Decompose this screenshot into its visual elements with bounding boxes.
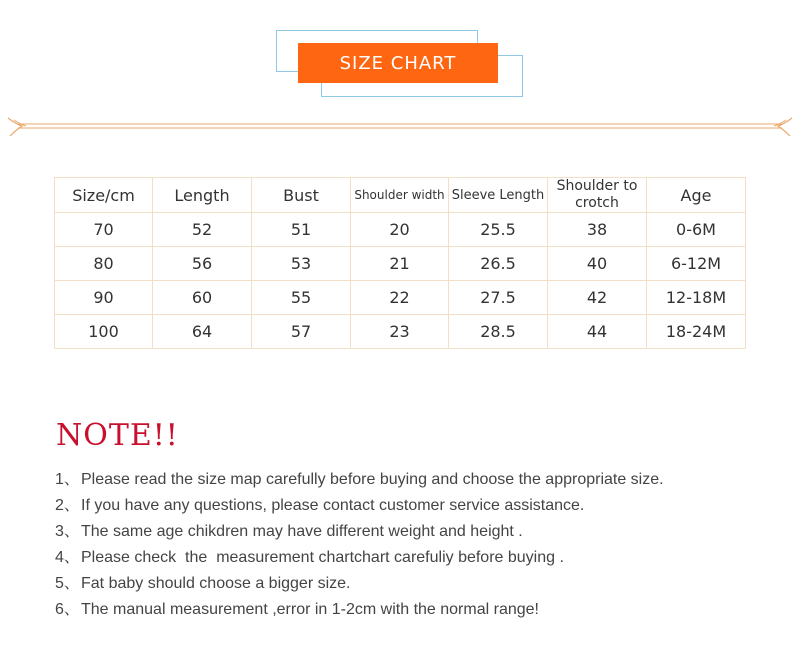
cell-shoulder-to-crotch: 42	[548, 281, 647, 315]
note-number: 6、	[55, 601, 80, 618]
cell-size: 100	[55, 315, 153, 349]
note-text: Please check the measurement chartchart carefuliy before buying .	[81, 549, 564, 566]
note-list	[55, 467, 785, 623]
note-number: 3、	[55, 523, 80, 540]
note-text: The same age chikdren may have different weight and height .	[81, 523, 523, 540]
cell-length: 56	[153, 247, 252, 281]
cell-bust: 55	[252, 281, 351, 315]
cell-shoulder-to-crotch: 40	[548, 247, 647, 281]
note-title: NOTE!!	[56, 418, 179, 453]
header-shoulder-to-crotch: Shoulder to crotch	[548, 178, 647, 213]
note-text: The manual measurement ,error in 1-2cm with the normal range!	[81, 601, 539, 618]
cell-size: 90	[55, 281, 153, 315]
table-row	[55, 315, 746, 349]
cell-shoulder-width: 22	[351, 281, 449, 315]
cell-sleeve-length: 27.5	[449, 281, 548, 315]
cell-bust: 51	[252, 213, 351, 247]
cell-size: 70	[55, 213, 153, 247]
size-table	[54, 177, 746, 349]
table-row	[55, 213, 746, 247]
list-item	[55, 571, 785, 597]
header-size: Size/cm	[55, 178, 153, 213]
ornamental-divider	[0, 112, 800, 142]
cell-shoulder-to-crotch: 44	[548, 315, 647, 349]
header-sleeve-length: Sleeve Length	[449, 178, 548, 213]
cell-bust: 57	[252, 315, 351, 349]
cell-length: 64	[153, 315, 252, 349]
cell-bust: 53	[252, 247, 351, 281]
cell-size: 80	[55, 247, 153, 281]
cell-age: 12-18M	[647, 281, 746, 315]
table-row	[55, 281, 746, 315]
note-number: 2、	[55, 497, 80, 514]
cell-sleeve-length: 25.5	[449, 213, 548, 247]
page-title: SIZE CHART	[298, 43, 498, 83]
table-row	[55, 247, 746, 281]
cell-length: 52	[153, 213, 252, 247]
size-chart-header	[0, 0, 800, 100]
list-item	[55, 467, 785, 493]
list-item	[55, 493, 785, 519]
note-text: If you have any questions, please contact customer service assistance.	[81, 497, 585, 514]
cell-shoulder-width: 20	[351, 213, 449, 247]
header-shoulder-width: Shoulder width	[351, 178, 449, 213]
cell-age: 18-24M	[647, 315, 746, 349]
cell-age: 0-6M	[647, 213, 746, 247]
header-age: Age	[647, 178, 746, 213]
note-text: Please read the size map carefully before buying and choose the appropriate size.	[81, 471, 664, 488]
header-length: Length	[153, 178, 252, 213]
note-number: 1、	[55, 471, 80, 488]
cell-sleeve-length: 28.5	[449, 315, 548, 349]
header-bust: Bust	[252, 178, 351, 213]
cell-sleeve-length: 26.5	[449, 247, 548, 281]
list-item	[55, 597, 785, 623]
note-number: 4、	[55, 549, 80, 566]
note-number: 5、	[55, 575, 80, 592]
cell-shoulder-width: 23	[351, 315, 449, 349]
cell-age: 6-12M	[647, 247, 746, 281]
list-item	[55, 519, 785, 545]
list-item	[55, 545, 785, 571]
note-text: Fat baby should choose a bigger size.	[81, 575, 351, 592]
cell-shoulder-to-crotch: 38	[548, 213, 647, 247]
cell-shoulder-width: 21	[351, 247, 449, 281]
table-header-row	[55, 178, 746, 213]
cell-length: 60	[153, 281, 252, 315]
